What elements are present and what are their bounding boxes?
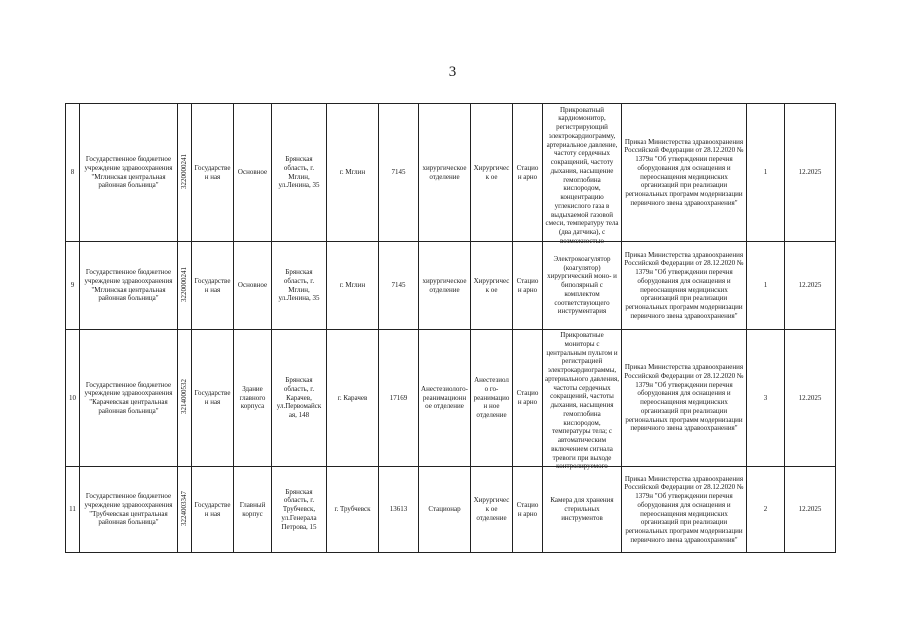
delivery-date: 12.2025 (785, 104, 836, 242)
legal-basis: Приказ Министерства здравоохранения Российской Федерации от 28.12.2020 № 1379н "Об утверждении перечня оборудования для оснащения и переоснащения медицинских организаций при реализации региональных программ модернизации первичного звена здравоохранения" (622, 467, 747, 553)
city: г. Карачев (327, 330, 379, 467)
legal-basis: Приказ Министерства здравоохранения Российской Федерации от 28.12.2020 № 1379н "Об утверждении перечня оборудования для оснащения и переоснащения медицинских организаций при реализации региональных программ модернизации первичного звена здравоохранения" (622, 242, 747, 330)
care-type: Стацион арно (513, 104, 543, 242)
quantity: 3 (747, 330, 785, 467)
address: Брянская область, г. Трубчевск, ул.Генерала Петрова, 15 (272, 467, 327, 553)
care-type: Стацион арно (513, 242, 543, 330)
table-row (66, 467, 836, 553)
ownership-form: Государствен ная (192, 330, 234, 467)
building-name: Основное (234, 104, 272, 242)
delivery-date: 12.2025 (785, 242, 836, 330)
care-type: Стацион арно (513, 330, 543, 467)
address: Брянская область, г. Мглин, ул.Ленина, 35 (272, 104, 327, 242)
equipment-name: Прикроватный кардиомонитор, регистрирующий электрокардиограмму, артериальное давление, частоту сердечных сокращений, частоту дыхания, насыщение гемоглобина кислородом, концентрацию углекислого газа в выдыхаемой газовой смеси, температуру тела (два датчика), с возможностью (543, 104, 622, 242)
department: Анестезиолого-реанимационн ое отделение (419, 330, 471, 467)
department: Стационар (419, 467, 471, 553)
organization-code: 3214000532 (178, 330, 192, 467)
building-name: Главный корпус (234, 467, 272, 553)
address: Брянская область, г. Карачев, ул.Первомайск ая, 148 (272, 330, 327, 467)
table-row (66, 242, 836, 330)
profile: Хирургическ ое отделение (471, 467, 513, 553)
quantity: 2 (747, 467, 785, 553)
organization-name: Государственное бюджетное учреждение здравоохранения "Карачевская центральная районная больница" (80, 330, 178, 467)
address: Брянская область, г. Мглин, ул.Ленина, 35 (272, 242, 327, 330)
table-row (66, 330, 836, 467)
ownership-form: Государствен ная (192, 104, 234, 242)
location-index: 7145 (379, 104, 419, 242)
row-number: 8 (66, 104, 80, 242)
organization-code: 3220000241 (178, 104, 192, 242)
department: хирургическое отделение (419, 242, 471, 330)
organization-code: 3224003347 (178, 467, 192, 553)
care-type: Стацион арно (513, 467, 543, 553)
quantity: 1 (747, 242, 785, 330)
equipment-table (65, 103, 836, 553)
organization-name: Государственное бюджетное учреждение здравоохранения "Мглинская центральная районная больница" (80, 104, 178, 242)
city: г. Мглин (327, 242, 379, 330)
delivery-date: 12.2025 (785, 330, 836, 467)
legal-basis: Приказ Министерства здравоохранения Российской Федерации от 28.12.2020 № 1379н "Об утверждении перечня оборудования для оснащения и переоснащения медицинских организаций при реализации региональных программ модернизации первичного звена здравоохранения" (622, 104, 747, 242)
legal-basis: Приказ Министерства здравоохранения Российской Федерации от 28.12.2020 № 1379н "Об утверждении перечня оборудования для оснащения и переоснащения медицинских организаций при реализации региональных программ модернизации первичного звена здравоохранения" (622, 330, 747, 467)
delivery-date: 12.2025 (785, 467, 836, 553)
row-number: 10 (66, 330, 80, 467)
equipment-name: Электрокоагулятор (коагулятор) хирургический моно- и биполярный с комплектом соответствующего инструментария (543, 242, 622, 330)
building-name: Здание главного корпуса (234, 330, 272, 467)
location-index: 13613 (379, 467, 419, 553)
table-row (66, 104, 836, 242)
organization-name: Государственное бюджетное учреждение здравоохранения "Мглинская центральная районная больница" (80, 242, 178, 330)
city: г. Трубчевск (327, 467, 379, 553)
profile: Анестезиоло го-реанимацион ное отделение (471, 330, 513, 467)
equipment-name: Прикроватные мониторы с центральным пультом и регистрацией электрокардиограммы, артериального давления, частоты сердечных сокращений, частоты дыхания, насыщения гемоглобина кислородом, температуры тела; с автоматическим включением сигнала тревоги при выходе контролируемого (543, 330, 622, 467)
department: хирургическое отделение (419, 104, 471, 242)
row-number: 9 (66, 242, 80, 330)
organization-name: Государственное бюджетное учреждение здравоохранения "Трубчевская центральная районная больница" (80, 467, 178, 553)
organization-code: 3220000241 (178, 242, 192, 330)
location-index: 17169 (379, 330, 419, 467)
location-index: 7145 (379, 242, 419, 330)
profile: Хирургическ ое (471, 104, 513, 242)
quantity: 1 (747, 104, 785, 242)
equipment-name: Камера для хранения стерильных инструментов (543, 467, 622, 553)
ownership-form: Государствен ная (192, 467, 234, 553)
profile: Хирургическ ое (471, 242, 513, 330)
ownership-form: Государствен ная (192, 242, 234, 330)
page-number: 3 (448, 64, 457, 80)
city: г. Мглин (327, 104, 379, 242)
building-name: Основное (234, 242, 272, 330)
row-number: 11 (66, 467, 80, 553)
